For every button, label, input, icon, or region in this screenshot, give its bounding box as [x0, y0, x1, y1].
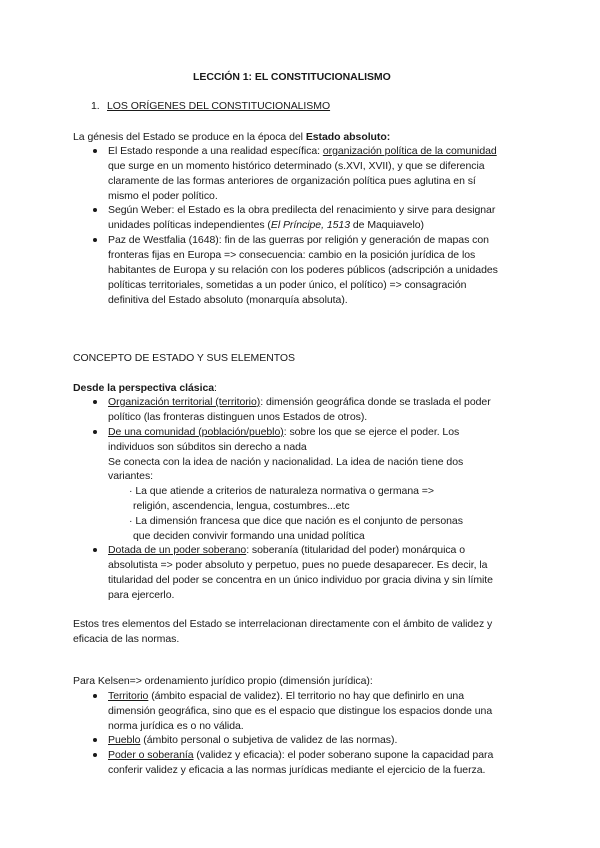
- bullet-marker: [93, 753, 97, 757]
- bullet-estado-line-2: que surge en un momento histórico determinado (s.XVI, XVII), y que se diferencia: [108, 160, 485, 172]
- intro-paragraph: La génesis del Estado se produce en la época del Estado absoluto:: [73, 131, 391, 143]
- bullet-weber-line-2: unidades políticas independientes (El Príncipe, 1513 de Maquiavelo): [108, 219, 424, 231]
- bullet-poder-soberano-line-4: para ejercerlo.: [108, 589, 175, 601]
- bullet-marker: [93, 548, 97, 552]
- bullet-westfalia-line-3: habitantes de Europa y su relación con los poderes públicos (adscripción a unidades: [108, 264, 498, 276]
- sub-variant-francesa-line-2: que deciden convivir formando una unidad política: [133, 530, 365, 542]
- bullet-estado-line-3: claramente de las formas anteriores de organización política pues aglutina en sí: [108, 175, 476, 187]
- sub-variant-germana-line-1: · La que atiende a criterios de naturaleza normativa o germana =>: [129, 485, 434, 497]
- bullet-marker: [93, 738, 97, 742]
- bullet-poder-soberano-line-1: Dotada de un poder soberano: soberanía (titularidad del poder) monárquica o: [108, 544, 466, 556]
- bullet-westfalia-line-4: políticas territoriales, sometidas a un poder único, el político) => consagración: [108, 279, 467, 291]
- bullet-k-poder-line-2: conferir validez y eficacia a las normas jurídicas mediante el ejercicio de la fuerza.: [108, 764, 486, 776]
- bullet-k-poder-line-1: Poder o soberanía (validez y eficacia): el poder soberano supone la capacidad para: [108, 749, 494, 761]
- summary-line-1: Estos tres elementos del Estado se interrelacionan directamente con el ámbito de validez y: [73, 618, 493, 630]
- bullet-territorio-line-1: Organización territorial (territorio): dimensión geográfica donde se traslada el poder: [108, 396, 491, 408]
- bullet-k-pueblo-line-1: Pueblo (ámbito personal o subjetiva de validez de las normas).: [108, 734, 398, 746]
- document-title: LECCIÓN 1: EL CONSTITUCIONALISMO: [193, 71, 391, 83]
- bullet-k-territorio-line-2: dimensión geográfica, sino que es el espacio que distingue los espacios donde una: [108, 705, 493, 717]
- bullet-territorio-line-2: político (las fronteras distinguen unos Estados de otros).: [108, 411, 368, 423]
- bullet-westfalia-line-5: definitiva del Estado absoluto (monarquía absoluta).: [108, 294, 348, 306]
- classic-perspective-heading: Desde la perspectiva clásica:: [73, 382, 217, 394]
- sub-variant-germana-line-2: religión, ascendencia, lengua, costumbres...etc: [133, 500, 350, 512]
- summary-line-2: eficacia de las normas.: [73, 633, 180, 645]
- bullet-marker: [93, 208, 97, 212]
- section-1-heading: LOS ORÍGENES DEL CONSTITUCIONALISMO: [107, 100, 331, 112]
- bullet-weber-line-1: Según Weber: el Estado es la obra predilecta del renacimiento y sirve para designar: [108, 204, 496, 216]
- bullet-marker: [93, 400, 97, 404]
- bullet-k-territorio-line-1: Territorio (ámbito espacial de validez). El territorio no hay que definirlo en una: [108, 690, 465, 702]
- bullet-marker: [93, 149, 97, 153]
- sub-variant-francesa-line-1: · La dimensión francesa que dice que nación es el conjunto de personas: [129, 515, 463, 527]
- bullet-comunidad-line-2: individuos son súbditos sin derecho a nada: [108, 441, 307, 453]
- bullet-marker: [93, 694, 97, 698]
- bullet-marker: [93, 238, 97, 242]
- bullet-poder-soberano-line-2: absolutista => poder absoluto y perpetuo, pues no puede desaparecer. Es decir, la: [108, 559, 488, 571]
- bullet-poder-soberano-line-3: titularidad del poder se concentra en un único individuo por gracia divina y sin límite: [108, 574, 493, 586]
- bullet-estado-line-4: mismo el poder político.: [108, 190, 218, 202]
- bullet-westfalia-line-1: Paz de Westfalia (1648): fin de las guerras por religión y generación de mapas con: [108, 234, 489, 246]
- section-1-number: 1.: [91, 100, 100, 112]
- bullet-comunidad-line-4: variantes:: [108, 470, 154, 482]
- bullet-estado-line-1: El Estado responde a una realidad específica: organización política de la comunidad: [108, 145, 497, 157]
- section-2-heading: CONCEPTO DE ESTADO Y SUS ELEMENTOS: [73, 352, 295, 364]
- bullet-comunidad-line-1: De una comunidad (población/pueblo): sobre los que se ejerce el poder. Los: [108, 426, 460, 438]
- kelsen-paragraph: Para Kelsen=> ordenamiento jurídico propio (dimensión jurídica):: [73, 675, 373, 687]
- bullet-comunidad-line-3: Se conecta con la idea de nación y nacionalidad. La idea de nación tiene dos: [108, 456, 464, 468]
- bullet-marker: [93, 430, 97, 434]
- bullet-k-territorio-line-3: norma jurídica es o no válida.: [108, 720, 244, 732]
- bullet-westfalia-line-2: fronteras fijas en Europa => consecuencia: cambio en la posición jurídica de los: [108, 249, 476, 261]
